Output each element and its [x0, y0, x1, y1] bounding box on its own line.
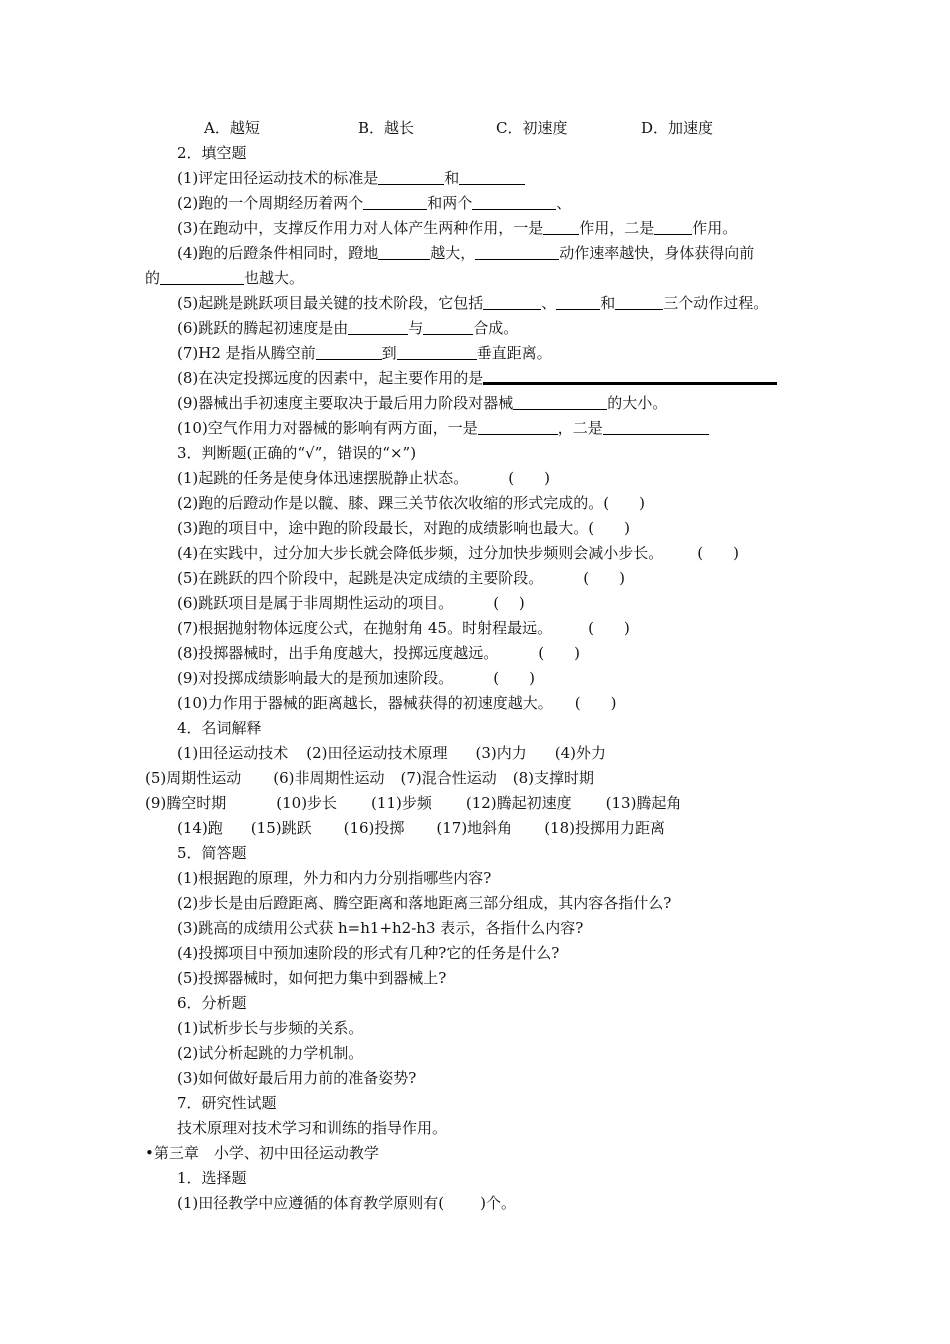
fill-q9: (9)器械出手初速度主要取决于最后用力阶段对器械 的大小。 [177, 394, 668, 412]
chapter-q1: (1)田径教学中应遵循的体育教学原则有( )个。 [177, 1194, 516, 1212]
judge-item: (2)跑的后蹬动作是以髋、膝、踝三关节依次收缩的形式完成的。( ) [177, 494, 645, 512]
short-item: (1)根据跑的原理，外力和内力分别指哪些内容? [177, 869, 492, 887]
choice-c: C．初速度 [496, 119, 568, 137]
chapter-choice-heading: 1．选择题 [177, 1169, 247, 1187]
short-heading: 5．简答题 [177, 844, 247, 862]
fill-q1: (1)评定田径运动技术的标准是 和 [177, 166, 525, 190]
blank[interactable] [423, 318, 473, 335]
fill-q4b: 的 也越大。 [145, 269, 305, 287]
judge-item: (1)起跳的任务是使身体迅速摆脱静止状态。 ( ) [177, 469, 550, 487]
answer-paren[interactable]: ( ) [603, 494, 645, 512]
judge-item: (9)对投掷成绩影响最大的是预加速阶段。 ( ) [177, 669, 535, 687]
blank[interactable] [478, 418, 558, 435]
judge-item: (3)跑的项目中，途中跑的阶段最长，对跑的成绩影响也最大。( ) [177, 519, 630, 537]
blank[interactable] [615, 293, 663, 310]
answer-paren[interactable]: ( ) [588, 519, 630, 537]
research-text: 技术原理对技术学习和训练的指导作用。 [177, 1119, 448, 1137]
blank[interactable] [654, 218, 692, 235]
fill-q7: (7)H2 是指从腾空前 到 垂直距离。 [177, 344, 552, 362]
blank[interactable] [475, 243, 559, 260]
terms-row: (14)跑 (15)跳跃 (16)投掷 (17)地斜角 (18)投掷用力距离 [177, 819, 665, 837]
fill-q10: (10)空气作用力对器械的影响有两方面，一是 ，二是 [177, 416, 709, 440]
judge-item: (10)力作用于器械的距离越长，器械获得的初速度越大。 ( ) [177, 694, 617, 712]
fill-q3: (3)在跑动中，支撑反作用力对人体产生两种作用，一是 作用，二是 作用。 [177, 219, 738, 237]
judge-item: (5)在跳跃的四个阶段中，起跳是决定成绩的主要阶段。 ( ) [177, 569, 625, 587]
choice-b: B．越长 [358, 119, 415, 137]
blank[interactable] [348, 318, 408, 335]
judge-heading: 3．判断题(正确的“√”，错误的“×”) [177, 444, 417, 462]
blank[interactable] [363, 193, 427, 210]
judge-item: (7)根据抛射物体远度公式，在抛射角 45。时射程最远。 ( ) [177, 619, 630, 637]
judge-item: (8)投掷器械时，出手角度越大，投掷远度越远。 ( ) [177, 644, 580, 662]
analysis-item: (3)如何做好最后用力前的准备姿势? [177, 1069, 417, 1087]
blank[interactable] [459, 168, 525, 185]
fill-q8: (8)在决定投掷远度的因素中，起主要作用的是 [177, 366, 777, 390]
answer-paren[interactable]: ( ) [574, 694, 617, 712]
answer-paren[interactable]: ( ) [583, 569, 625, 587]
terms-row: (1)田径运动技术 (2)田径运动技术原理 (3)内力 (4)外力 [177, 744, 606, 762]
analysis-item: (2)试分析起跳的力学机制。 [177, 1044, 364, 1062]
answer-paren[interactable]: ( ) [493, 669, 535, 687]
research-heading: 7．研究性试题 [177, 1094, 277, 1112]
blank[interactable] [378, 243, 430, 260]
terms-heading: 4．名词解释 [177, 719, 262, 737]
choice-a: A．越短 [204, 119, 260, 137]
blank[interactable] [483, 293, 541, 310]
blank[interactable] [378, 168, 444, 185]
blank[interactable] [160, 268, 244, 285]
fill-q5: (5)起跳是跳跃项目最关键的技术阶段，它包括 、 和 三个动作过程。 [177, 294, 769, 312]
answer-paren[interactable]: ( ) [493, 594, 525, 612]
answer-paren[interactable]: ( ) [508, 469, 550, 487]
short-item: (5)投掷器械时，如何把力集中到器械上? [177, 969, 447, 987]
short-item: (3)跳高的成绩用公式获 h=h1+h2-h3 表示，各指什么内容? [177, 919, 584, 937]
fill-q4a: (4)跑的后蹬条件相同时，蹬地 越大， 动作速率越快，身体获得向前 [177, 244, 755, 262]
blank[interactable] [316, 343, 382, 360]
blank[interactable] [603, 418, 709, 435]
choice-d: D．加速度 [641, 119, 714, 137]
judge-item: (6)跳跃项目是属于非周期性运动的项目。 ( ) [177, 594, 525, 612]
answer-paren[interactable]: ( ) [588, 619, 630, 637]
blank[interactable] [397, 343, 477, 360]
blank[interactable] [513, 393, 607, 410]
judge-item: (4)在实践中，过分加大步长就会降低步频，过分加快步频则会减小步长。 ( ) [177, 544, 739, 562]
chapter-title: •第三章 小学、初中田径运动教学 [145, 1144, 379, 1162]
fill-q6: (6)跳跃的腾起初速度是由 与 合成。 [177, 319, 519, 337]
blank[interactable] [543, 218, 579, 235]
fill-q2: (2)跑的一个周期经历着两个 和两个 、 [177, 194, 572, 212]
blank[interactable] [483, 366, 777, 385]
short-item: (4)投掷项目中预加速阶段的形式有几种?它的任务是什么? [177, 944, 560, 962]
terms-row: (9)腾空时期 (10)步长 (11)步频 (12)腾起初速度 (13)腾起角 [145, 794, 682, 812]
fill-heading: 2．填空题 [177, 144, 247, 162]
answer-paren[interactable]: ( ) [697, 544, 739, 562]
analysis-heading: 6．分析题 [177, 994, 247, 1012]
blank[interactable] [472, 193, 556, 210]
short-item: (2)步长是由后蹬距离、腾空距离和落地距离三部分组成，其内容各指什么? [177, 894, 672, 912]
terms-row: (5)周期性运动 (6)非周期性运动 (7)混合性运动 (8)支撑时期 [145, 769, 594, 787]
answer-paren[interactable]: ( ) [538, 644, 580, 662]
analysis-item: (1)试析步长与步频的关系。 [177, 1019, 364, 1037]
blank[interactable] [556, 293, 600, 310]
